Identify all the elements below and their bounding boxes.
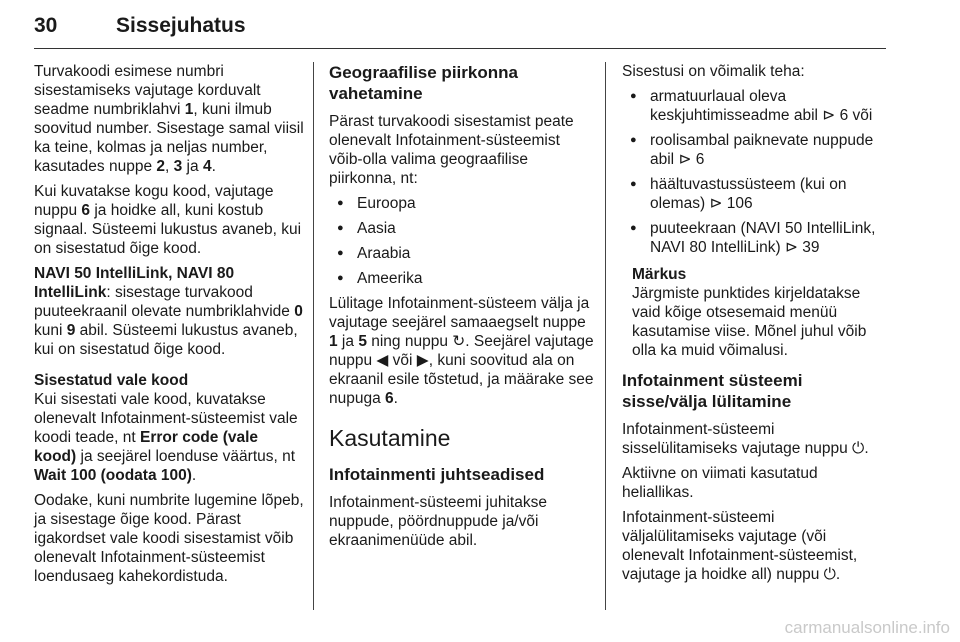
wrong-code-heading: Sisestatud vale kood <box>34 372 189 389</box>
column-divider-2 <box>605 62 606 610</box>
paragraph-confirm-code: Kui kuvatakse kogu kood, vajutage nuppu 6 ja hoidke all, kuni kostub signaal. Süsteemi lukustus avaneb, kui on sisestatud õige kood. <box>34 183 302 257</box>
page-ref: ⊳ 6 <box>678 151 705 168</box>
paragraph-navi-code: NAVI 50 IntelliLink, NAVI 80 IntelliLink: sisestage turvakood puuteekraanil olevate numbriklahvide 0 kuni 9 abil. Süsteemi lukustus avaneb, kui on sisestatud õige kood. <box>34 265 303 358</box>
input-methods-list <box>622 87 890 257</box>
paragraph-power-on: Infotainment-süsteemi sisselülitamiseks vajutage nuppu ⏻. <box>622 421 869 457</box>
paragraph-power-off: Infotainment-süsteemi väljalülitamiseks vajutage (või olenevalt Infotainment-süsteemist, vajutage ja hoidke all) nuppu ⏻. <box>622 509 858 583</box>
list-item: ● armatuurlaual oleva keskjuhtimisseadme abil ⊳ 6 või <box>622 87 890 125</box>
list-item: ● Araabia <box>329 244 597 263</box>
region-list <box>329 194 597 288</box>
paragraph-wrong-code: Sisestatud vale kood Kui sisestati vale kood, kuvatakse olenevalt Infotainment-süsteemist vale koodi teade, nt Error code (vale kood) ja seejärel loenduse väärtus, nt Wait 100 (oodata 100). <box>34 372 298 484</box>
note-box <box>622 265 890 360</box>
column-divider-1 <box>313 62 314 610</box>
watermark: carmanualsonline.info <box>784 618 950 637</box>
right-arrow-icon: ▶ <box>416 352 429 369</box>
paragraph-region-steps: Lülitage Infotainment-süsteem välja ja vajutage seejärel samaaegselt nuppe 1 ja 5 ning nuppu ↻. Seejärel vajutage nuppu ◀ või ▶, kuni soovitud ala on ekraanil esile tõstetud, ja määrake see nupuga 6. <box>329 295 594 407</box>
paragraph-inputs-intro: Sisestusi on võimalik teha: <box>622 63 805 80</box>
list-item: ● roolisambal paiknevate nuppude abil ⊳ 6 <box>622 131 890 169</box>
paragraph-last-source: Aktiivne on viimati kasutatud heliallikas. <box>622 465 818 501</box>
paragraph-wait: Oodake, kuni numbrite lugemine lõpeb, ja sisestage õige kood. Pärast igakordset vale koodi sisestamist võib olenevalt Infotainment-süsteemist loendusaeg kahekordistuda. <box>34 492 304 585</box>
note-text: Järgmiste punktides kirjeldatakse vaid kõige otsesemaid menüü kasutamise viise. Mõnel juhul võib olla ka muid võimalusi. <box>632 285 867 359</box>
controls-heading: Infotainmenti juhtseadised <box>329 465 545 484</box>
power-rotate-icon: ↻ <box>452 333 466 350</box>
list-item: ● puuteekraan (NAVI 50 IntelliLink, NAVI 80 IntelliLink) ⊳ 39 <box>622 219 890 257</box>
header-rule <box>34 48 886 49</box>
power-heading: Infotainment süsteemi sisse/välja lülitamine <box>622 371 803 411</box>
paragraph-first-digit: Turvakoodi esimese numbri sisestamiseks vajutage korduvalt seadme numbriklahvi 1, kuni ilmub soovitud number. Sisestage samal viisil ka teine, kolmas ja neljas number, kasutades nuppe 2, 3 ja 4. <box>34 63 304 175</box>
paragraph-region-intro: Pärast turvakoodi sisestamist peate olenevalt Infotainment-süsteemist võib-olla valima geograafilise piirkonna, nt: <box>329 113 574 187</box>
power-icon: ⏻ <box>823 566 836 583</box>
column-1 <box>34 62 304 592</box>
page-ref: ⊳ 39 <box>784 239 820 256</box>
column-3 <box>622 62 890 590</box>
page-number: 30 <box>34 14 58 37</box>
note-title: Märkus <box>632 266 687 283</box>
region-heading: Geograafilise piirkonna vahetamine <box>329 63 518 103</box>
section-title: Kasutamine <box>329 425 451 451</box>
list-item: ● Aasia <box>329 219 597 238</box>
column-2 <box>329 62 597 556</box>
list-item: ● häältuvastussüsteem (kui on olemas) ⊳ 106 <box>622 175 890 213</box>
chapter-title: Sissejuhatus <box>116 14 246 37</box>
list-item: ● Ameerika <box>329 269 597 288</box>
page-ref: ⊳ 106 <box>709 195 753 212</box>
power-icon: ⏻ <box>852 440 865 457</box>
paragraph-controls: Infotainment-süsteemi juhitakse nuppude, pöördnuppude ja/või ekraanimenüüde abil. <box>329 494 547 549</box>
page-ref: ⊳ 6 või <box>822 107 873 124</box>
page-header <box>34 6 886 50</box>
list-item: ● Euroopa <box>329 194 597 213</box>
left-arrow-icon: ◀ <box>376 352 389 369</box>
